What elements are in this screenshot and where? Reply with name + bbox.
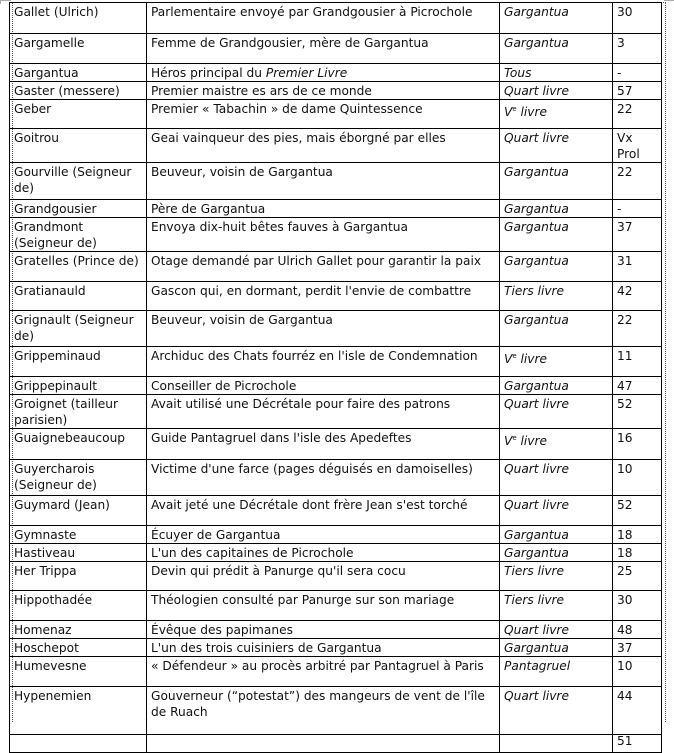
chapter-cell[interactable] xyxy=(613,64,662,82)
description-cell[interactable] xyxy=(147,64,500,82)
book-cell[interactable] xyxy=(500,252,613,282)
book-title: livre xyxy=(516,105,548,119)
description-text: Otage demandé par Ulrich Gallet pour garantir la paix xyxy=(151,254,482,268)
character-name: Gargamelle xyxy=(14,36,85,50)
character-name-cell[interactable] xyxy=(10,3,147,34)
book-title: Quart livre xyxy=(504,84,569,98)
character-name: Grippeminaud xyxy=(14,349,101,363)
chapter-cell[interactable] xyxy=(613,311,662,347)
chapter-cell[interactable] xyxy=(613,460,662,496)
book-title-emphasis: Premier Livre xyxy=(265,66,348,80)
book-title: Tiers livre xyxy=(504,593,565,607)
description-text: L'un des trois cuisiniers de Gargantua xyxy=(151,641,382,655)
book-title: Gargantua xyxy=(504,528,569,542)
character-name: Guaignebeaucoup xyxy=(14,431,126,445)
description-text: Évêque des papimanes xyxy=(151,623,293,637)
character-name-cell[interactable] xyxy=(10,562,147,591)
character-name-cell[interactable] xyxy=(10,282,147,311)
book-title: Gargantua xyxy=(504,5,569,19)
book-cell[interactable] xyxy=(500,496,613,526)
book-title: Pantagruel xyxy=(504,659,571,673)
character-name-cell[interactable] xyxy=(10,163,147,200)
table-row xyxy=(10,3,662,34)
character-name-cell[interactable] xyxy=(10,347,147,377)
chapter-number: 18 xyxy=(617,546,633,560)
chapter-cell[interactable] xyxy=(613,621,662,639)
page-margin-guide-right xyxy=(665,3,666,722)
description-cell[interactable] xyxy=(147,395,500,429)
description-text: Écuyer de Gargantua xyxy=(151,528,281,542)
chapter-cell[interactable] xyxy=(613,429,662,460)
description-cell[interactable] xyxy=(147,429,500,460)
description-text: Devin qui prédit à Panurge qu'il sera cocu xyxy=(151,564,406,578)
book-ordinal-superscript: e xyxy=(512,434,517,442)
chapter-number: - xyxy=(617,66,622,80)
book-cell[interactable] xyxy=(500,163,613,200)
chapter-number: 42 xyxy=(617,284,633,298)
table-row xyxy=(10,34,662,64)
character-name-cell[interactable] xyxy=(10,129,147,163)
cut-off-cell xyxy=(10,735,147,753)
chapter-number: 52 xyxy=(617,498,633,512)
chapter-cell[interactable] xyxy=(613,687,662,735)
character-name: Gymnaste xyxy=(14,528,77,542)
table-row xyxy=(10,591,662,621)
chapter-number: - xyxy=(617,202,622,216)
chapter-number: 44 xyxy=(617,689,633,703)
book-ordinal-superscript: e xyxy=(512,352,517,360)
character-name: Guymard (Jean) xyxy=(14,498,110,512)
character-name-cell[interactable] xyxy=(10,496,147,526)
table-row xyxy=(10,687,662,735)
chapter-number: 31 xyxy=(617,254,633,268)
table-row xyxy=(10,64,662,82)
book-cell[interactable] xyxy=(500,657,613,687)
chapter-number: 11 xyxy=(617,349,633,363)
character-name-cell[interactable] xyxy=(10,460,147,496)
chapter-cell[interactable] xyxy=(613,591,662,621)
chapter-number: 10 xyxy=(617,462,633,476)
chapter-number: 16 xyxy=(617,431,633,445)
description-cell[interactable] xyxy=(147,200,500,218)
character-name: Guyercharois (Seigneur de) xyxy=(14,462,97,492)
description-text: Conseiller de Picrochole xyxy=(151,379,297,393)
book-cell[interactable] xyxy=(500,429,613,460)
book-cell[interactable] xyxy=(500,544,613,562)
book-title: Quart livre xyxy=(504,462,569,476)
book-cell[interactable] xyxy=(500,34,613,64)
character-index-table xyxy=(9,2,662,753)
book-cell[interactable] xyxy=(500,347,613,377)
description-text: Héros principal du xyxy=(151,66,266,80)
description-cell[interactable] xyxy=(147,591,500,621)
table-row xyxy=(10,429,662,460)
character-name: Grandmont (Seigneur de) xyxy=(14,220,97,250)
book-title: Tiers livre xyxy=(504,564,565,578)
chapter-number: Vx Prol xyxy=(617,131,640,161)
book-title: Quart livre xyxy=(504,498,569,512)
character-name: Grignault (Seigneur de) xyxy=(14,313,134,343)
book-ordinal: V xyxy=(504,105,513,119)
character-name-cell[interactable] xyxy=(10,544,147,562)
description-text: Victime d'une farce (pages déguisés en damoiselles) xyxy=(151,462,473,476)
chapter-cell[interactable] xyxy=(613,100,662,129)
description-text: Archiduc des Chats fourréz en l'isle de Condemnation xyxy=(151,349,478,363)
book-title: Gargantua xyxy=(504,641,569,655)
character-name-cell[interactable] xyxy=(10,621,147,639)
book-title: Gargantua xyxy=(504,220,569,234)
book-title: Quart livre xyxy=(504,131,569,145)
description-text: Gascon qui, en dormant, perdit l'envie de combattre xyxy=(151,284,472,298)
description-text: Parlementaire envoyé par Grandgousier à Picrochole xyxy=(151,5,473,19)
book-title: livre xyxy=(516,434,548,448)
table-row xyxy=(10,544,662,562)
character-name-cell[interactable] xyxy=(10,429,147,460)
book-cell[interactable] xyxy=(500,82,613,100)
description-cell[interactable] xyxy=(147,129,500,163)
character-name: Geber xyxy=(14,102,52,116)
chapter-number: 10 xyxy=(617,659,633,673)
table-row xyxy=(10,252,662,282)
character-name: Hoschepot xyxy=(14,641,79,655)
character-name-cell[interactable] xyxy=(10,34,147,64)
book-title: Gargantua xyxy=(504,546,569,560)
description-text: Père de Gargantua xyxy=(151,202,266,216)
chapter-cell[interactable] xyxy=(613,657,662,687)
book-title: Gargantua xyxy=(504,254,569,268)
character-name: Humevesne xyxy=(14,659,87,673)
chapter-cell[interactable] xyxy=(613,3,662,34)
description-cell[interactable] xyxy=(147,496,500,526)
character-name: Gargantua xyxy=(14,66,79,80)
chapter-number: 37 xyxy=(617,641,633,655)
character-name-cell[interactable] xyxy=(10,82,147,100)
chapter-number: 30 xyxy=(617,5,633,19)
description-cell[interactable] xyxy=(147,377,500,395)
character-name-cell[interactable] xyxy=(10,591,147,621)
description-text: Théologien consulté par Panurge sur son mariage xyxy=(151,593,455,607)
chapter-cell[interactable] xyxy=(613,218,662,252)
cut-off-cell xyxy=(500,735,613,753)
chapter-number: 22 xyxy=(617,313,633,327)
chapter-cell[interactable] xyxy=(613,163,662,200)
character-name-cell[interactable] xyxy=(10,100,147,129)
description-cell[interactable] xyxy=(147,460,500,496)
chapter-cell[interactable] xyxy=(613,282,662,311)
description-cell[interactable] xyxy=(147,252,500,282)
character-name-cell[interactable] xyxy=(10,395,147,429)
chapter-number: 37 xyxy=(617,220,633,234)
description-text: Premier maistre es ars de ce monde xyxy=(151,84,372,98)
character-name: Hypenemien xyxy=(14,689,92,703)
description-cell[interactable] xyxy=(147,282,500,311)
book-cell[interactable] xyxy=(500,377,613,395)
chapter-number: 51 xyxy=(617,734,633,748)
cut-off-cell xyxy=(147,735,500,753)
description-cell[interactable] xyxy=(147,82,500,100)
description-cell[interactable] xyxy=(147,34,500,64)
table-row xyxy=(10,377,662,395)
character-name: Grandgousier xyxy=(14,202,97,216)
table-row xyxy=(10,100,662,129)
table-row xyxy=(10,526,662,544)
chapter-number: 25 xyxy=(617,564,633,578)
table-row xyxy=(10,496,662,526)
chapter-number: 52 xyxy=(617,397,633,411)
description-text: Gouverneur (“potestat”) des mangeurs de vent de l'île de Ruach xyxy=(151,689,485,719)
character-name: Goitrou xyxy=(14,131,59,145)
book-cell[interactable] xyxy=(500,687,613,735)
description-cell[interactable] xyxy=(147,218,500,252)
character-name-cell[interactable] xyxy=(10,377,147,395)
description-text: Femme de Grandgousier, mère de Gargantua xyxy=(151,36,429,50)
table-row xyxy=(10,311,662,347)
description-cell[interactable] xyxy=(147,657,500,687)
chapter-number: 22 xyxy=(617,102,633,116)
description-text: Avait jeté une Décrétale dont frère Jean s'est torché xyxy=(151,498,468,512)
table-row xyxy=(10,200,662,218)
character-name: Gratianauld xyxy=(14,284,86,298)
book-cell[interactable] xyxy=(500,218,613,252)
character-name: Her Trippa xyxy=(14,564,77,578)
chapter-cell[interactable] xyxy=(613,526,662,544)
character-name: Hastiveau xyxy=(14,546,76,560)
chapter-cell[interactable] xyxy=(613,496,662,526)
book-ordinal: V xyxy=(504,434,513,448)
character-name: Gallet (Ulrich) xyxy=(14,5,99,19)
book-title: Gargantua xyxy=(504,165,569,179)
book-title: Gargantua xyxy=(504,313,569,327)
chapter-number: 47 xyxy=(617,379,633,393)
character-name-cell[interactable] xyxy=(10,252,147,282)
table-row xyxy=(10,621,662,639)
book-title: Quart livre xyxy=(504,689,569,703)
chapter-number: 48 xyxy=(617,623,633,637)
book-title: Quart livre xyxy=(504,623,569,637)
table-row xyxy=(10,562,662,591)
chapter-cell[interactable] xyxy=(613,82,662,100)
character-name-cell[interactable] xyxy=(10,639,147,657)
chapter-cell[interactable] xyxy=(613,252,662,282)
book-cell[interactable] xyxy=(500,129,613,163)
chapter-cell[interactable] xyxy=(613,377,662,395)
description-cell[interactable] xyxy=(147,526,500,544)
book-cell[interactable] xyxy=(500,621,613,639)
chapter-cell[interactable] xyxy=(613,639,662,657)
description-text: Envoya dix-huit bêtes fauves à Gargantua xyxy=(151,220,408,234)
chapter-cell[interactable] xyxy=(613,544,662,562)
character-name-cell[interactable] xyxy=(10,218,147,252)
chapter-cell[interactable] xyxy=(613,347,662,377)
chapter-number: 18 xyxy=(617,528,633,542)
book-cell[interactable] xyxy=(500,639,613,657)
book-cell[interactable] xyxy=(500,562,613,591)
book-cell[interactable] xyxy=(500,460,613,496)
character-name: Gourville (Seigneur de) xyxy=(14,165,132,195)
description-text: Geai vainqueur des pies, mais éborgné par elles xyxy=(151,131,446,145)
character-name-cell[interactable] xyxy=(10,311,147,347)
description-text: Guide Pantagruel dans l'isle des Apedeftes xyxy=(151,431,412,445)
character-name-cell[interactable] xyxy=(10,64,147,82)
table-row xyxy=(10,282,662,311)
character-name: Hippothadée xyxy=(14,593,93,607)
description-text: Avait utilisé une Décrétale pour faire des patrons xyxy=(151,397,451,411)
description-cell[interactable] xyxy=(147,639,500,657)
book-title: livre xyxy=(516,352,548,366)
character-name: Homenaz xyxy=(14,623,72,637)
table-row xyxy=(10,163,662,200)
book-title: Quart livre xyxy=(504,397,569,411)
description-text: L'un des capitaines de Picrochole xyxy=(151,546,354,560)
book-cell[interactable] xyxy=(500,200,613,218)
table-row-cut-off xyxy=(10,735,662,753)
character-name-cell[interactable] xyxy=(10,657,147,687)
description-cell[interactable] xyxy=(147,347,500,377)
chapter-number: 57 xyxy=(617,84,633,98)
character-name-cell[interactable] xyxy=(10,526,147,544)
description-text: « Défendeur » au procès arbitré par Pantagruel à Paris xyxy=(151,659,484,673)
chapter-cell[interactable] xyxy=(613,129,662,163)
chapter-cell[interactable] xyxy=(613,200,662,218)
description-cell[interactable] xyxy=(147,3,500,34)
book-cell[interactable] xyxy=(500,100,613,129)
book-cell[interactable] xyxy=(500,395,613,429)
character-name: Groignet (tailleur parisien) xyxy=(14,397,119,427)
book-cell[interactable] xyxy=(500,282,613,311)
character-name: Grippepinault xyxy=(14,379,98,393)
chapter-number: 30 xyxy=(617,593,633,607)
book-cell[interactable] xyxy=(500,526,613,544)
table-row xyxy=(10,82,662,100)
description-cell[interactable] xyxy=(147,163,500,200)
book-cell[interactable] xyxy=(500,3,613,34)
description-cell[interactable] xyxy=(147,562,500,591)
table-row xyxy=(10,395,662,429)
book-title: Tous xyxy=(504,66,532,80)
table-row xyxy=(10,347,662,377)
book-ordinal: V xyxy=(504,352,513,366)
description-cell[interactable] xyxy=(147,621,500,639)
description-cell[interactable] xyxy=(147,311,500,347)
character-name: Gaster (messere) xyxy=(14,84,120,98)
table-row xyxy=(10,657,662,687)
book-title: Tiers livre xyxy=(504,284,565,298)
table-row xyxy=(10,460,662,496)
book-ordinal-superscript: e xyxy=(512,105,517,113)
chapter-cell[interactable] xyxy=(613,562,662,591)
chapter-cell[interactable] xyxy=(613,395,662,429)
description-text: Beuveur, voisin de Gargantua xyxy=(151,313,333,327)
chapter-number: 3 xyxy=(617,36,625,50)
chapter-number: 22 xyxy=(617,165,633,179)
book-cell[interactable] xyxy=(500,311,613,347)
description-cell[interactable] xyxy=(147,687,500,735)
description-cell[interactable] xyxy=(147,100,500,129)
character-name-cell[interactable] xyxy=(10,687,147,735)
book-title: Gargantua xyxy=(504,202,569,216)
book-cell[interactable] xyxy=(500,64,613,82)
cut-off-cell xyxy=(613,735,662,753)
table-row xyxy=(10,129,662,163)
description-text: Beuveur, voisin de Gargantua xyxy=(151,165,333,179)
chapter-cell[interactable] xyxy=(613,34,662,64)
character-name: Gratelles (Prince de) xyxy=(14,254,139,268)
table-row xyxy=(10,218,662,252)
book-title: Gargantua xyxy=(504,36,569,50)
description-text: Premier « Tabachin » de dame Quintessence xyxy=(151,102,423,116)
table-row xyxy=(10,639,662,657)
book-title: Gargantua xyxy=(504,379,569,393)
character-name-cell[interactable] xyxy=(10,200,147,218)
book-cell[interactable] xyxy=(500,591,613,621)
description-cell[interactable] xyxy=(147,544,500,562)
